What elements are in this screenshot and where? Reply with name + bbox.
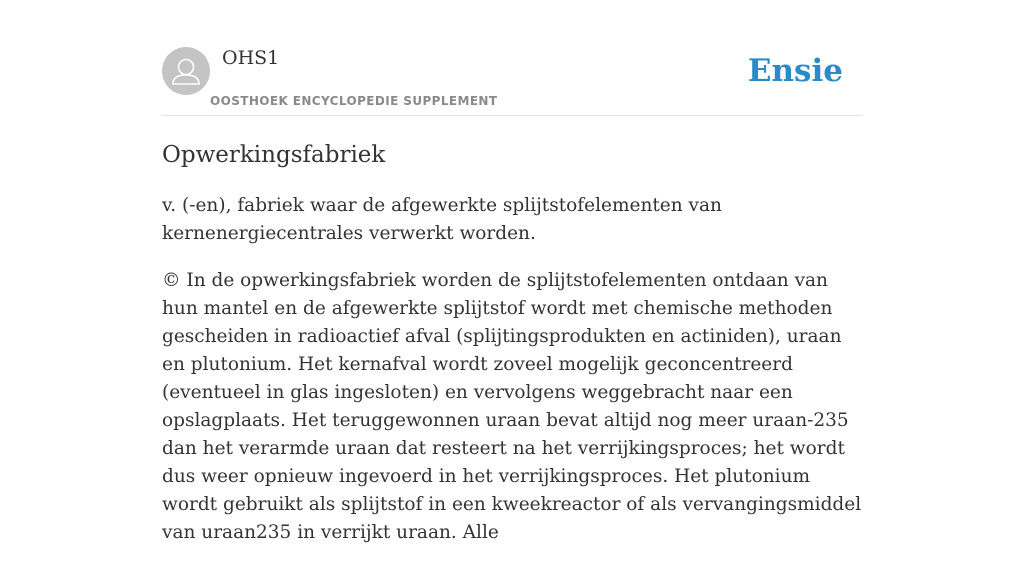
ensie-logo[interactable]: Ensie [747, 53, 843, 89]
article-header [162, 46, 862, 116]
author-name[interactable]: OHS1 [222, 47, 280, 69]
page-title: Opwerkingsfabriek [162, 142, 386, 168]
article-body [162, 192, 866, 566]
definition-paragraph: v. (-en), fabriek waar de afgewerkte splijtstofelementen van kernenergiecentrales verwerkt worden. [162, 195, 722, 244]
content-paragraph: © In de opwerkingsfabriek worden de splijtstofelementen ontdaan van hun mantel en de afgewerkte splijtstof wordt met chemische methoden gescheiden in radioactief afval (splijtingsprodukten en actiniden), uraan en plutonium. Het kernafval wordt zoveel mogelijk geconcentreerd (eventueel in glas ingesloten) en vervolgens weggebracht naar een opslagplaats. Het teruggewonnen uraan bevat altijd nog meer uraan-235 dan het verarmde uraan dat resteert na het verrijkingsproces; het wordt dus weer opnieuw ingevoerd in het verrijkingsproces. Het plutonium wordt gebruikt als splijtstof in een kweekreactor of als vervangingsmiddel van uraan235 in verrijkt uraan. Alle [162, 270, 862, 543]
user-icon [162, 47, 210, 95]
source-label[interactable]: OOSTHOEK ENCYCLOPEDIE SUPPLEMENT [210, 94, 498, 108]
avatar[interactable] [162, 47, 210, 95]
